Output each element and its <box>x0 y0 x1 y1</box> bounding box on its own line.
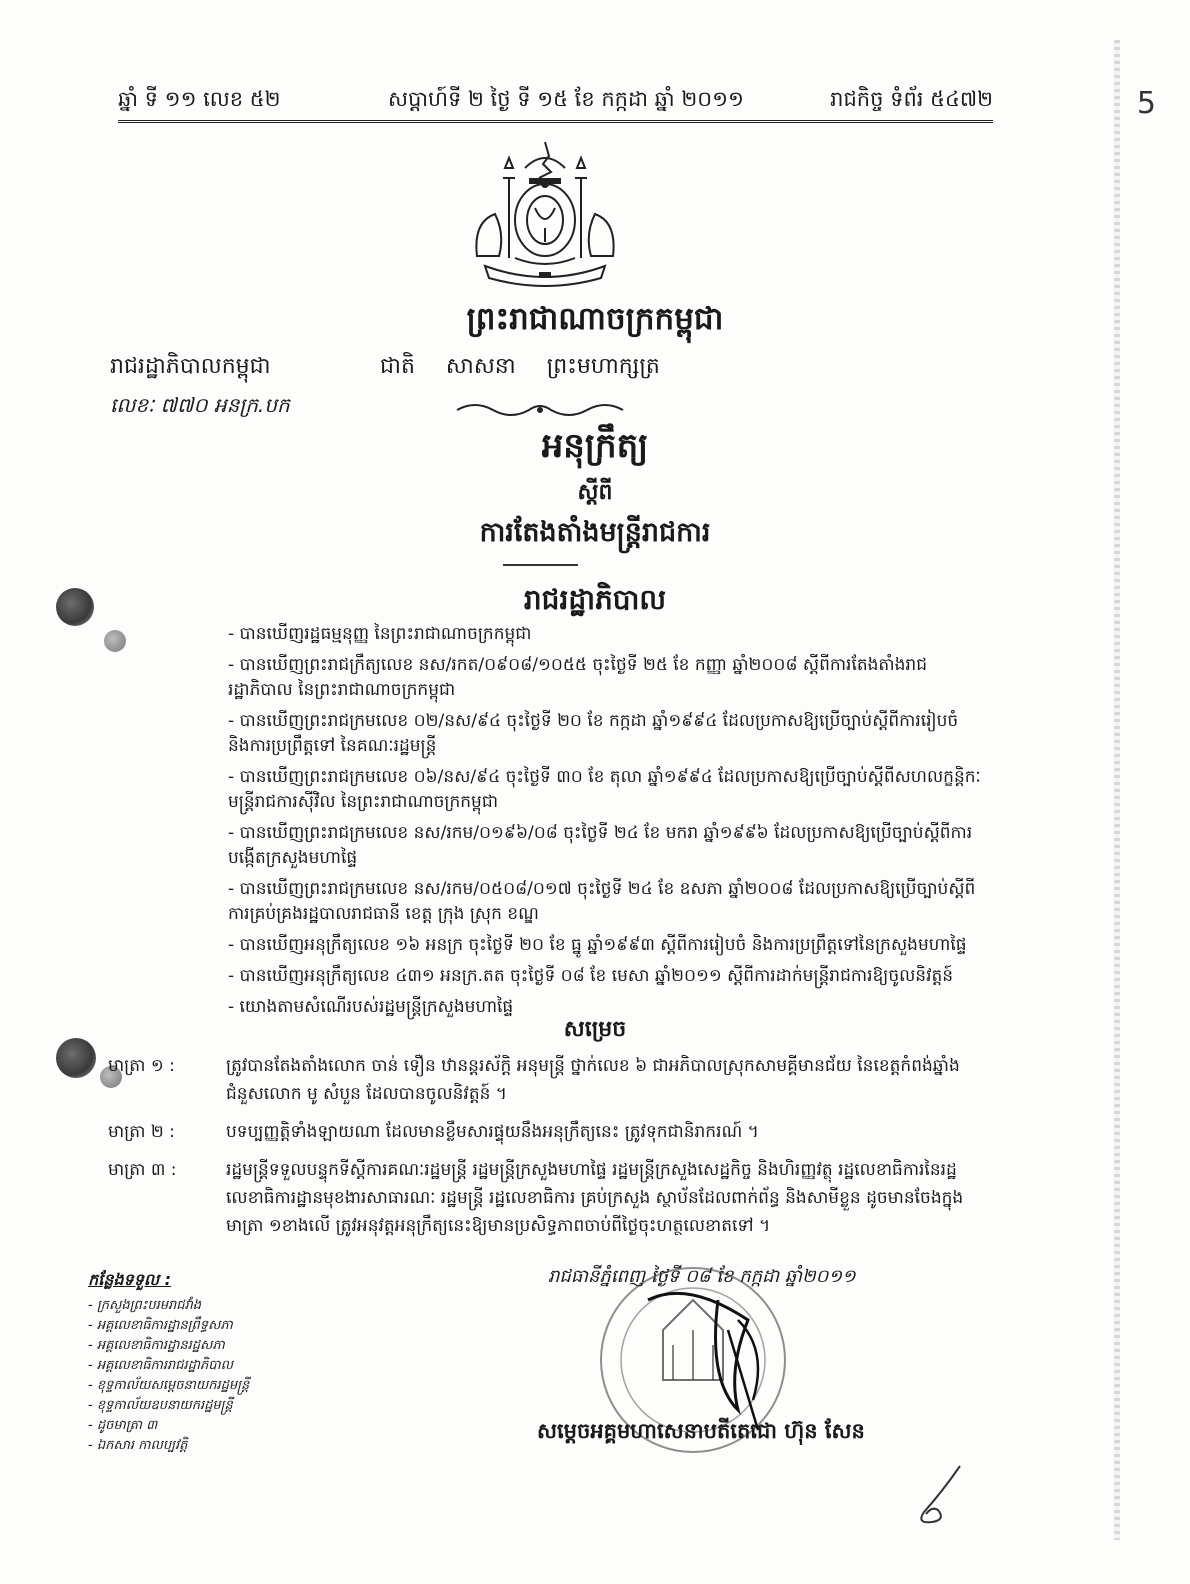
recipient-item: - ខុទ្ទកាល័យសម្តេចនាយករដ្ឋមន្ត្រី <box>88 1378 250 1393</box>
recipient-item: - អគ្គលេខាធិការរាជរដ្ឋាភិបាល <box>88 1358 233 1373</box>
national-motto: ជាតិ សាសនា ព្រះមហាក្សត្រ <box>380 354 660 379</box>
article-3 <box>108 1156 983 1240</box>
royal-coat-of-arms-icon <box>455 138 635 290</box>
preamble-item: - បានឃើញអនុក្រឹត្យលេខ ១៦ អនក្រ ចុះថ្ងៃទី ២០ ខែ ធ្នូ ឆ្នាំ១៩៩៣ ស្តីពីការរៀបចំ និងការប្រព្រឹត្តទៅនៃក្រសួងមហាផ្ទៃ <box>228 935 967 955</box>
article-text: រដ្ឋមន្ត្រីទទួលបន្ទុកទីស្តីការគណៈរដ្ឋមន្ត្រី រដ្ឋមន្ត្រីក្រសួងមហាផ្ទៃ រដ្ឋមន្ត្រីក្រសួងសេដ្ឋកិច្ច និងហិរញ្ញវត្ថុ រដ្ឋលេខាធិការនៃរដ្ឋលេខាធិការដ្ឋានមុខងារសាធារណៈ រដ្ឋមន្ត្រី រដ្ឋលេខាធិការ គ្រប់ក្រសួង ស្ថាប័នដែលពាក់ព័ន្ធ និងសាមីខ្លួន ដូចមានចែងក្នុងមាត្រា ១ខាងលើ ត្រូវអនុវត្តអនុក្រឹត្យនេះឱ្យមានប្រសិទ្ធភាពចាប់ពីថ្ងៃចុះហត្ថលេខាតទៅ ។ <box>226 1160 964 1236</box>
recipient-item: - អគ្គលេខាធិការដ្ឋានព្រឹទ្ធសភា <box>88 1318 233 1333</box>
kingdom-title: ព្រះរាជាណាចក្រកម្ពុជា <box>466 301 724 337</box>
preamble-item: - យោងតាមសំណើរបស់រដ្ឋមន្ត្រីក្រសួងមហាផ្ទៃ <box>228 997 514 1017</box>
recipient-item: - ដូចមាត្រា ៣ <box>88 1418 158 1433</box>
gazette-year-issue: ឆ្នាំ ទី ១១ លេខ ៥២ <box>118 87 281 111</box>
recipients-title: កន្លែងទទួល : <box>88 1270 172 1289</box>
articles <box>108 1052 983 1250</box>
recipient-item: - ឯកសារ កាលប្បវត្តិ <box>88 1438 188 1453</box>
article-text: ត្រូវបានតែងតាំងលោក ចាន់ ទឿន ឋានន្តរស័ក្តិ អនុមន្ត្រី ថ្នាក់លេខ ៦ ជាអភិបាលស្រុកសាមគ្គីមានជ័យ នៃខេត្តកំពង់ឆ្នាំង ជំនួសលោក មូ សំបួន ដែលបានចូលនិវត្តន៍ ។ <box>226 1056 960 1104</box>
gazette-page: រាជកិច្ច ទំព័រ ៥៤៧២ <box>830 87 993 111</box>
document-subject: ការតែងតាំងមន្ត្រីរាជការ <box>479 517 711 548</box>
decision-heading: សម្រេច <box>563 1017 627 1042</box>
signing-date-place: រាជធានីភ្នំពេញ ថ្ងៃទី ០៨ ខែ កក្កដា ឆ្នាំ២០១១ <box>548 1266 856 1287</box>
gazette-date: សប្តាហ៍ទី ២ ថ្ងៃ ទី ១៥ ខែ កក្កដា ឆ្នាំ ២០១១ <box>388 87 744 111</box>
subject-rule <box>503 564 578 566</box>
issuing-authority: រាជរដ្ឋាភិបាល <box>523 583 667 616</box>
preamble-item: - បានឃើញព្រះរាជក្រមលេខ ០៦/នស/៩៤ ចុះថ្ងៃទី ៣០ ខែ តុលា ឆ្នាំ១៩៩៤ ដែលប្រកាសឱ្យប្រើច្បាប់ស្តីពីសហលក្ខន្តិកៈមន្ត្រីរាជការស៊ីវិល នៃព្រះរាជាណាចក្រកម្ពុជា <box>228 767 981 812</box>
ornament-divider-icon <box>455 400 625 420</box>
recipient-item: - អគ្គលេខាធិការដ្ឋានរដ្ឋសភា <box>88 1338 225 1353</box>
article-label: មាត្រា ៣ : <box>108 1160 177 1180</box>
gazette-header <box>118 86 993 122</box>
preamble-list <box>228 622 983 1026</box>
preamble-item: - បានឃើញរដ្ឋធម្មនុញ្ញ នៃព្រះរាជាណាចក្រកម្ពុជា <box>228 624 532 644</box>
document-type: អនុក្រឹត្យ <box>541 426 649 466</box>
article-text: បទប្បញ្ញត្តិទាំងឡាយណា ដែលមានខ្លឹមសារផ្ទុយនឹងអនុក្រឹត្យនេះ ត្រូវទុកជានិរាករណ៍ ។ <box>226 1122 759 1142</box>
signatory-name: សម្តេចអគ្គមហាសេនាបតីតេជោ ហ៊ុន សែន <box>537 1419 865 1443</box>
issuing-government: រាជរដ្ឋាភិបាលកម្ពុជា <box>110 354 271 379</box>
preamble-item: - បានឃើញព្រះរាជក្រមលេខ នស/រកម/០៥០៨/០១៧ ចុះថ្ងៃទី ២៤ ខែ ឧសភា ឆ្នាំ២០០៨ ដែលប្រកាសឱ្យប្រើច្បាប់ស្តីពីការគ្រប់គ្រងរដ្ឋបាលរាជធានី ខេត្ត ក្រុង ស្រុក ខណ្ឌ <box>228 879 976 924</box>
article-label: មាត្រា ២ : <box>108 1122 175 1142</box>
article-label: មាត្រា ១ : <box>108 1056 175 1076</box>
recipient-item: - ខុទ្ទកាល័យឧបនាយករដ្ឋមន្ត្រី <box>88 1398 233 1413</box>
preamble-item: - បានឃើញព្រះរាជក្រមលេខ នស/រកម/០១៩៦/០៨ ចុះថ្ងៃទី ២៤ ខែ មករា ឆ្នាំ១៩៩៦ ដែលប្រកាសឱ្យប្រើច្បាប់ស្តីពីការបង្កើតក្រសួងមហាផ្ទៃ <box>228 823 973 868</box>
recipient-item: - ក្រសួងព្រះបរមរាជវាំង <box>88 1298 202 1313</box>
punch-hole <box>56 588 94 626</box>
article-1 <box>108 1052 983 1108</box>
about-label: ស្តីពី <box>577 480 613 505</box>
recipients-list <box>88 1296 288 1456</box>
punch-hole <box>104 630 126 652</box>
preamble-item: - បានឃើញព្រះរាជក្រឹត្យលេខ នស/រកត/០៩០៨/១០៥៥ ចុះថ្ងៃទី ២៥ ខែ កញ្ញា ឆ្នាំ២០០៨ ស្តីពីការតែងតាំងរាជរដ្ឋាភិបាល នៃព្រះរាជាណាចក្រកម្ពុជា <box>228 655 927 700</box>
scan-edge-shadow <box>1114 40 1120 1540</box>
handwritten-mark-icon <box>902 1462 972 1532</box>
preamble-item: - បានឃើញព្រះរាជក្រមលេខ ០២/នស/៩៤ ចុះថ្ងៃទី ២០ ខែ កក្កដា ឆ្នាំ១៩៩៤ ដែលប្រកាសឱ្យប្រើច្បាប់ស្តីពីការរៀបចំ និងការប្រព្រឹត្តទៅ នៃគណៈរដ្ឋមន្ត្រី <box>228 711 959 756</box>
corner-page-mark: 5 <box>1136 86 1156 121</box>
header-rule <box>118 120 993 123</box>
article-2 <box>108 1118 983 1146</box>
recipients-block <box>88 1270 288 1456</box>
preamble-item: - បានឃើញអនុក្រឹត្យលេខ ៤៣១ អនក្រ.តត ចុះថ្ងៃទី ០៨ ខែ មេសា ឆ្នាំ២០១១ ស្តីពីការដាក់មន្ត្រីរាជការឱ្យចូលនិវត្តន៍ <box>228 966 954 986</box>
reference-number: លេខៈ ៧៧០ អនក្រ.បក <box>110 393 290 417</box>
